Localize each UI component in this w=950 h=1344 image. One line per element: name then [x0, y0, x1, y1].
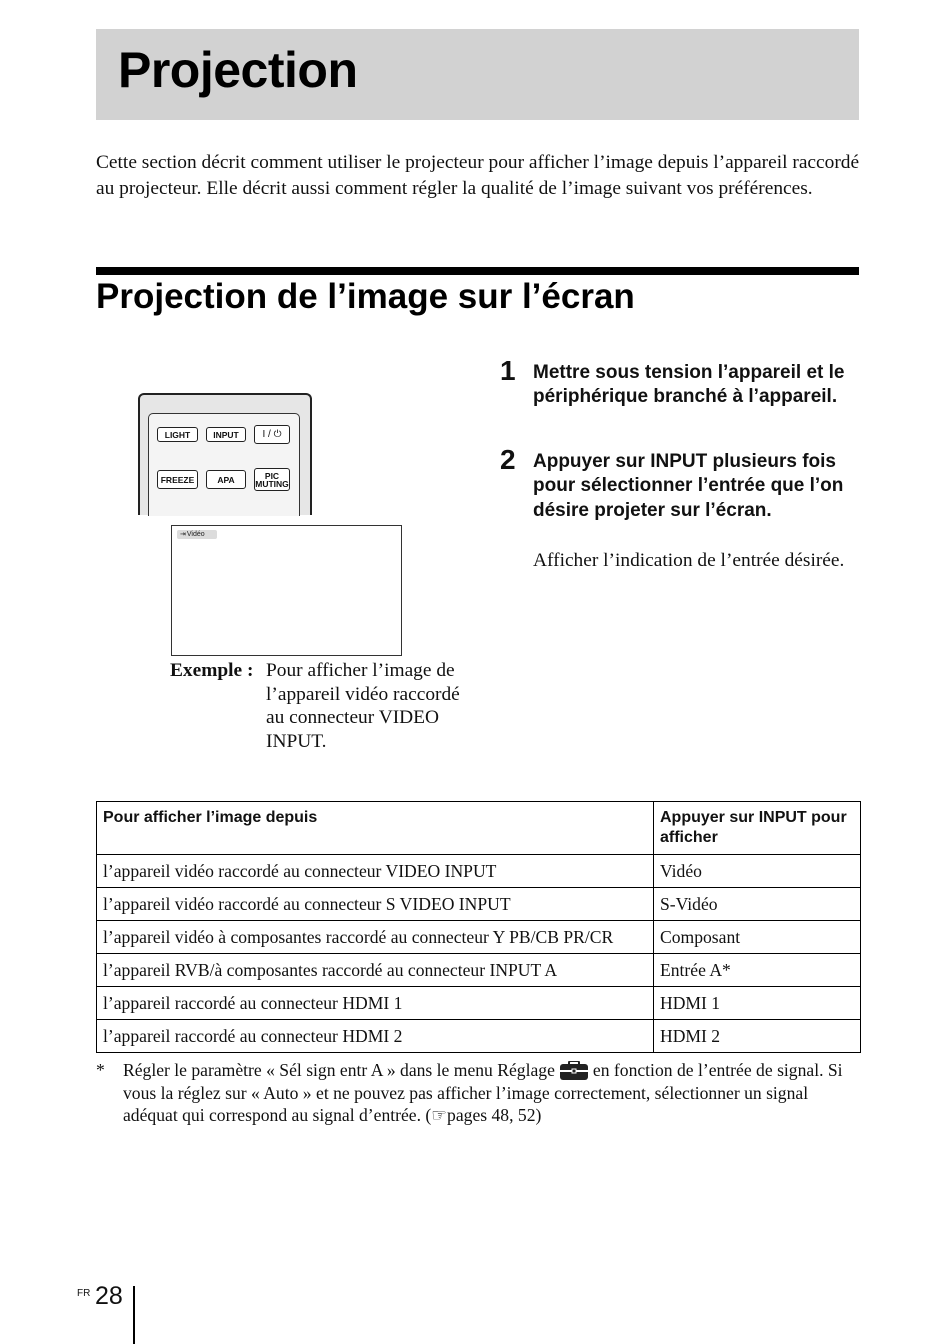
- input-table: [96, 801, 861, 1053]
- footnote-page-ref: pages 48, 52): [447, 1105, 542, 1126]
- section-title: Projection de l’image sur l’écran: [96, 277, 635, 316]
- input-indicator-label: Vidéo: [186, 531, 205, 538]
- section-rule: [96, 267, 859, 275]
- table-cell: S-Vidéo: [654, 888, 861, 921]
- table-cell: Composant: [654, 921, 861, 954]
- column-header: Appuyer sur INPUT pour afficher: [654, 802, 861, 855]
- pic-muting-button: [254, 468, 290, 491]
- table-cell: HDMI 2: [654, 1020, 861, 1053]
- table-row: [97, 888, 861, 921]
- freeze-button: FREEZE: [157, 470, 198, 489]
- table-row: [97, 1020, 861, 1053]
- input-icon: ⇥: [180, 531, 186, 538]
- setup-toolbox-icon: [559, 1061, 589, 1080]
- table-row: [97, 921, 861, 954]
- table-cell: Entrée A*: [654, 954, 861, 987]
- footnote-text: [123, 1059, 861, 1127]
- table-row: [97, 855, 861, 888]
- table-header-row: [97, 802, 861, 855]
- pic-muting-label-line1: PIC: [264, 470, 280, 481]
- power-button: I / ⏻: [254, 425, 290, 444]
- table-cell: l’appareil RVB/à composantes raccordé au connecteur INPUT A: [97, 954, 654, 987]
- column-header: Pour afficher l’image depuis: [97, 802, 654, 855]
- input-indicator: [177, 530, 217, 539]
- apa-button: APA: [206, 470, 246, 489]
- footnote-part-1: Régler le paramètre « Sél sign entr A » dans le menu Réglage: [123, 1060, 555, 1080]
- example-text: Pour afficher l’image de l’appareil vidéo raccordé au connecteur VIDEO INPUT.: [266, 660, 460, 752]
- screen-illustration: [171, 525, 402, 656]
- table-cell: l’appareil vidéo raccordé au connecteur S VIDEO INPUT: [97, 888, 654, 921]
- intro-paragraph: Cette section décrit comment utiliser le projecteur pour afficher l’image depuis l’appareil raccordé au projecteur. Elle décrit aussi comment régler la qualité de l’image suivant vos préférences.: [96, 152, 860, 199]
- table-cell: l’appareil vidéo raccordé au connecteur VIDEO INPUT: [97, 855, 654, 888]
- light-button: LIGHT: [157, 427, 198, 442]
- page-number: 28: [95, 1282, 123, 1310]
- step-note: Afficher l’indication de l’entrée désirée.: [533, 550, 845, 571]
- table-row: [97, 987, 861, 1020]
- table-cell: l’appareil raccordé au connecteur HDMI 2: [97, 1020, 654, 1053]
- table-cell: l’appareil vidéo à composantes raccordé au connecteur Y PB/CB PR/CR: [97, 921, 654, 954]
- step-number: 1: [500, 355, 516, 386]
- page-title: Projection: [118, 42, 358, 98]
- footnote-marker: *: [96, 1060, 105, 1080]
- language-label: FR: [77, 1288, 91, 1299]
- footnote-part-2: en fonction de l’entrée de signal. Si vous la réglez sur « Auto » et ne pouvez pas afficher l’image correctement, sélectionner un signal adéquat qui correspond au signal d’entrée. (: [123, 1060, 843, 1126]
- table-cell: HDMI 1: [654, 987, 861, 1020]
- step-text: Mettre sous tension l’appareil et le périphérique branché à l’appareil.: [533, 362, 845, 408]
- remote-panel: [148, 413, 300, 516]
- step-number: 2: [500, 444, 516, 475]
- title-band: [96, 29, 859, 120]
- table-cell: Vidéo: [654, 855, 861, 888]
- step-text: Appuyer sur INPUT plusieurs fois pour sélectionner l’entrée que l’on désire projeter sur l’écran.: [533, 451, 844, 521]
- remote-control-illustration: [138, 393, 312, 515]
- input-button: INPUT: [206, 427, 246, 442]
- page-ref-icon: ☞: [431, 1105, 448, 1126]
- pic-muting-label-line2: MUTING: [255, 478, 289, 489]
- table-row: [97, 954, 861, 987]
- table-cell: l’appareil raccordé au connecteur HDMI 1: [97, 987, 654, 1020]
- page-number-rule: [133, 1286, 135, 1344]
- example-label: Exemple :: [170, 660, 254, 681]
